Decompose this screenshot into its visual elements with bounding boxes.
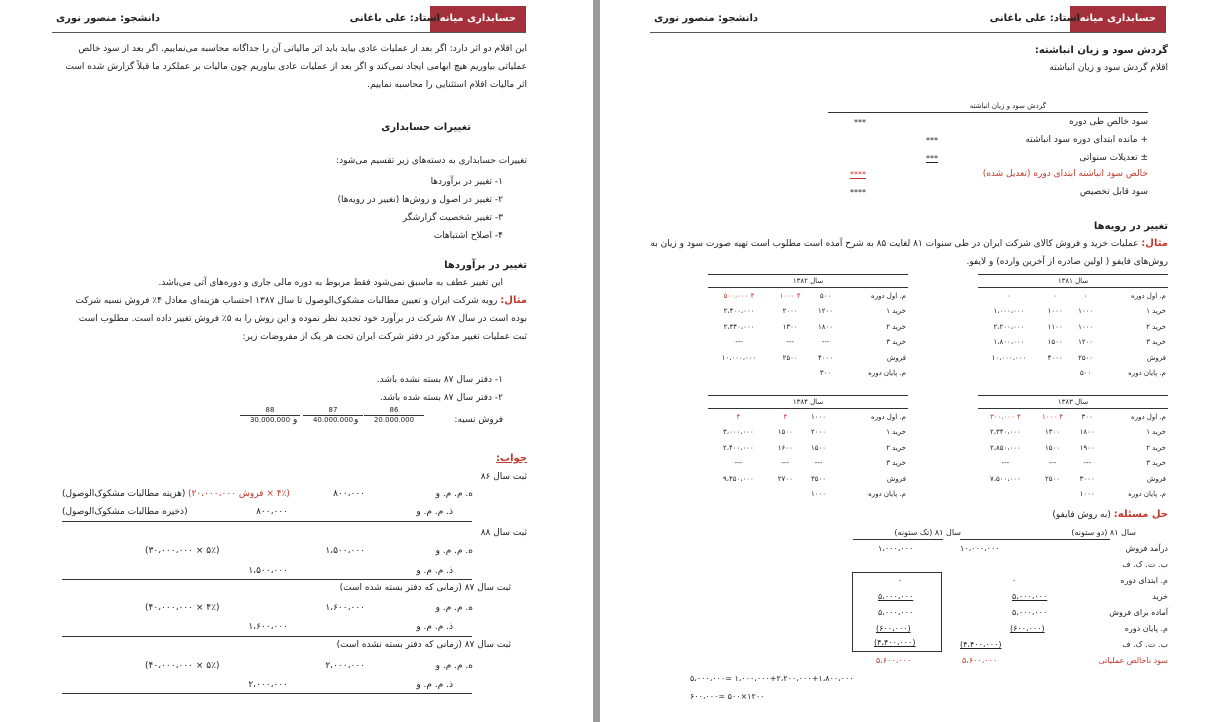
table-cell: ۱،۰۰۰،۰۰۰ <box>993 307 1025 316</box>
table-cell: ۵۰۰ <box>1080 369 1092 378</box>
two-purchase: ۵،۰۰۰،۰۰۰ <box>1012 592 1048 601</box>
table-cell: ۳۰۰ <box>1081 412 1093 421</box>
table-cell: ۱۰۰۰ ۴ <box>779 291 801 300</box>
table-cell: ۴۰۰۰ <box>817 353 834 362</box>
one-ending: (۶۰۰،۰۰۰) <box>876 624 911 633</box>
statement-caption: گردش سود و زیان انباشته <box>969 102 1046 110</box>
row-label: فروش <box>886 353 906 362</box>
table-cell: ۲،۲۰۰،۰۰۰ <box>993 322 1025 331</box>
case-1: ۱- دفتر سال ۸۷ بسته نشده باشد. <box>376 375 503 385</box>
statement-label: + مانده ابتدای دوره سود انباشته <box>1025 135 1148 145</box>
professor-name: استاد: علی باغانی <box>349 13 440 24</box>
journal-amount: ۲،۰۰۰،۰۰۰ <box>248 680 288 690</box>
journal-account: ه. م. م. و <box>435 546 473 556</box>
table-cell: ۱۵۰۰ <box>1047 338 1063 347</box>
journal-account: ذ. م. م. و <box>416 622 453 632</box>
row-label: فروش <box>886 474 906 483</box>
table-cell: ۴۰۰۰ <box>1047 353 1063 362</box>
journal-amount: ۲،۰۰۰،۰۰۰ <box>325 661 365 671</box>
fraction-87: $\frac{87}{40.000.000}$ <box>303 406 363 424</box>
journal-amount: ۸۰۰،۰۰۰ <box>256 507 288 517</box>
rule <box>853 539 943 540</box>
table-cell: ۱۵۰۰ <box>1044 443 1061 452</box>
two-cogs: (۴،۴۰۰،۰۰۰) <box>960 640 1002 649</box>
row-label: خرید ۱ <box>1146 428 1166 437</box>
table-row <box>708 409 908 425</box>
table-row <box>708 304 908 320</box>
table-title: سال ۱۳۸۱ <box>978 275 1168 288</box>
table-cell: ۱۸۰۰ <box>1079 428 1095 437</box>
table-cell: ۱۸۰۰ <box>817 322 834 331</box>
case-2: ۲- دفتر سال ۸۷ بسته شده باشد. <box>379 393 503 403</box>
col-two-heading: سال ۸۱ (دو ستونه) <box>1071 528 1136 537</box>
table-cell: ۱۵۰۰ <box>810 443 827 452</box>
solution-row-label: خرید <box>1152 592 1168 601</box>
table-1382 <box>708 274 908 381</box>
table-cell: ۱۱۰۰ <box>1047 322 1063 331</box>
table-cell: ۵۰۰،۰۰۰ ۴ <box>723 291 755 300</box>
table-cell: --- <box>781 459 790 468</box>
table-row <box>708 456 908 472</box>
one-cogs: (۴،۴۰۰،۰۰۰) <box>874 638 916 647</box>
journal-87-closed-title: ثبت سال ۸۷ (زمانی که دفتر بسته شده است) <box>339 583 511 593</box>
table-cell: ۱۹۰۰ <box>1079 443 1095 452</box>
table-row <box>708 366 908 382</box>
statement-value: **** <box>850 170 866 179</box>
table-cell: ۲۷۰۰ <box>777 474 793 483</box>
row-label: م. پایان دوره <box>1128 369 1166 378</box>
statement-label: خالص سود انباشته ابتدای دوره (تعدیل شده) <box>982 169 1148 179</box>
table-cell <box>1040 366 1071 382</box>
table-title: سال ۱۳۸۲ <box>708 275 908 288</box>
solution-row-label: ب. ت. ک. ف <box>1122 560 1168 569</box>
table-cell: ۱۰۰۰ <box>810 490 827 499</box>
solution-row-label: آماده برای فروش <box>1109 608 1168 617</box>
row-label: م. پایان دوره <box>868 490 906 499</box>
table-cell: ۹،۴۵۰،۰۰۰ <box>722 474 754 483</box>
solution-row-label: ب. ت. ک. ف <box>1122 640 1168 649</box>
table-row <box>978 425 1168 441</box>
journal-amount: ۱،۶۰۰،۰۰۰ <box>325 603 365 613</box>
table-row <box>978 288 1168 304</box>
table-cell: ۳۰۰۰ <box>1079 474 1095 483</box>
table-row <box>978 409 1168 425</box>
professor-name: استاد: علی باغانی <box>989 13 1080 24</box>
and-text: و <box>354 415 359 425</box>
table-cell: ۱۲۰۰ <box>1078 338 1094 347</box>
table-row <box>978 304 1168 320</box>
row-label: م. پایان دوره <box>868 369 906 378</box>
journal-note: (هزینه مطالبات مشکوک‌الوصول) <box>62 489 186 499</box>
example-label: مثال: <box>500 295 527 306</box>
table-cell: ۱۰۰۰ <box>1047 307 1063 316</box>
table-cell: ۳۰۰ <box>819 369 832 378</box>
sales-label: فروش نسیه: <box>454 415 503 425</box>
table-cell: --- <box>1083 459 1091 468</box>
table-cell: ۱۵۰۰ <box>777 428 793 437</box>
example-paragraph <box>63 292 527 346</box>
row-label: خرید ۱ <box>886 428 906 437</box>
journal-87-open-title: ثبت سال ۸۷ (زمانی که دفتر بسته نشده است) <box>336 640 511 650</box>
answer-label: جواب: <box>496 453 527 464</box>
page-right <box>600 0 1226 722</box>
table-cell: ۲۵۰۰ <box>1044 474 1061 483</box>
table-cell: ۱۰۰۰ ۴ <box>1042 412 1064 421</box>
table-cell: ۵۰۰ <box>819 291 832 300</box>
journal-88-title: ثبت سال ۸۸ <box>480 528 527 538</box>
statement-label: ± تعدیلات سنواتی <box>1079 153 1148 163</box>
table-cell: ۲،۴۰۰،۰۰۰ <box>722 443 754 452</box>
changes-item: ۱- تغییر در برآوردها <box>430 177 503 187</box>
row-label: فروش <box>1146 474 1166 483</box>
journal-amount: ۱،۵۰۰،۰۰۰ <box>248 566 288 576</box>
and-text: و <box>293 415 298 425</box>
page-header <box>52 6 526 33</box>
row-label: م. اول دوره <box>1131 291 1166 300</box>
journal-calc: (۵٪ × ۳۰،۰۰۰،۰۰۰) <box>145 546 220 556</box>
row-label: خرید ۲ <box>1146 443 1166 452</box>
statement-rule <box>828 112 1148 113</box>
row-label: خرید ۲ <box>886 322 906 331</box>
journal-account: ه. م. م. و <box>435 661 473 671</box>
table-cell: ۱،۸۰۰،۰۰۰ <box>993 338 1025 347</box>
row-label: خرید ۳ <box>1146 459 1166 468</box>
table-cell <box>978 487 1033 503</box>
table-cell: ۲،۳۴۰،۰۰۰ <box>989 428 1021 437</box>
solution-row-label: درآمد فروش <box>1125 544 1168 553</box>
row-label: م. اول دوره <box>1131 412 1166 421</box>
two-begin: ۰ <box>1012 576 1017 585</box>
table-title: سال ۱۳۸۴ <box>708 396 908 409</box>
page-separator <box>593 0 600 722</box>
solution-sub: (به روش فایفو) <box>1052 510 1111 520</box>
statement-label: سود خالص طی دوره <box>1069 117 1148 127</box>
table-cell: ۱۰،۰۰۰،۰۰۰ <box>991 353 1027 362</box>
divider <box>62 521 472 522</box>
student-name: دانشجو: منصور نوری <box>56 13 161 24</box>
statement-value: *** <box>926 154 938 163</box>
example-text: رویه شرکت ایران و تعیین مطالبات مشکوک‌الوصول تا سال ۱۳۸۷ احتساب هزینه‌ای معادل ۴٪ فروش نسیه شرکت بوده است در سال ۸۷ شرکت در برآورد خود تجدید نظر نموده و این روش را به ۵٪ فروش تغییر داده است. مطلوب است ثبت عملیات تغییر مذکور در دفتر شرکت ایران تحت هر یک از مفروضات زیر: <box>75 296 527 342</box>
divider <box>62 579 472 580</box>
table-cell: ۲۰۰۰ <box>782 307 798 316</box>
row-label: خرید ۱ <box>1146 307 1166 316</box>
table-cell: ۰ <box>1007 291 1011 300</box>
rule <box>960 539 1110 540</box>
table-row <box>978 487 1168 503</box>
table-cell: ۱۰۰۰ <box>1078 307 1094 316</box>
policy-example <box>648 235 1168 271</box>
divider <box>62 693 472 694</box>
table-cell: ۰ <box>1083 291 1088 300</box>
table-row <box>708 425 908 441</box>
journal-note: (ذخیره مطالبات مشکوک‌الوصول) <box>62 507 188 517</box>
table-row <box>708 288 908 304</box>
divider <box>62 636 472 637</box>
journal-note-calc: (۴٪ × فروش ۲۰،۰۰۰،۰۰۰) <box>188 489 290 499</box>
table-cell: ۱۰۰۰ <box>1079 490 1095 499</box>
row-label: م. اول دوره <box>871 412 906 421</box>
table-cell: --- <box>821 338 830 347</box>
statement-label: سود قابل تخصیص <box>1079 187 1148 197</box>
table-row <box>978 335 1168 351</box>
solution-row-label: م. پایان دوره <box>1124 624 1168 633</box>
example-label: مثال: <box>1141 238 1168 249</box>
table-1381 <box>978 274 1168 381</box>
table-cell: --- <box>814 459 823 468</box>
course-tag: حسابداری میانه <box>430 6 526 32</box>
table-cell: --- <box>1048 459 1057 468</box>
table-row <box>978 366 1168 382</box>
table-cell <box>769 487 802 503</box>
solution-profit-label: سود ناخالص عملیاتی <box>1098 656 1168 665</box>
table-cell: ۴ <box>736 412 741 421</box>
two-available: ۵،۰۰۰،۰۰۰ <box>1012 608 1048 617</box>
journal-calc: (۵٪ × ۴۰،۰۰۰،۰۰۰) <box>145 661 220 671</box>
journal-amount: ۱،۵۰۰،۰۰۰ <box>325 546 365 556</box>
table-cell: ۲،۸۵۰،۰۰۰ <box>989 443 1021 452</box>
table-cell: ۰ <box>1053 291 1058 300</box>
table-cell: --- <box>734 459 743 468</box>
two-ending: (۶۰۰،۰۰۰) <box>1010 624 1045 633</box>
course-tag: حسابداری میانه <box>1070 6 1166 32</box>
table-cell: ۱۳۰۰ <box>1044 428 1061 437</box>
estimates-description: این تغییر عطف به ماسبق نمی‌شود فقط مربوط به دوره مالی جاری و دوره‌های آتی می‌باشد. <box>158 278 503 288</box>
journal-account: ذ. م. م. و <box>416 680 453 690</box>
table-cell: --- <box>786 338 794 347</box>
example-text: عملیات خرید و فروش کالای شرکت ایران در طی سنوات ۸۱ لغایت ۸۵ به شرح آمده است مطلوب است تهیه صورت سود و زیان به روش‌های فایفو ( اولین صادره از آخرین وارده) و لایفو. <box>650 239 1168 267</box>
ending-calc: ۱۲۰۰×۵۰۰ =۶۰۰،۰۰۰ <box>690 692 765 701</box>
journal-amount: ۸۰۰،۰۰۰ <box>333 489 365 499</box>
journal-calc: (۴٪ × ۴۰،۰۰۰،۰۰۰) <box>145 603 220 613</box>
table-cell: ۱۶۰۰ <box>777 443 793 452</box>
row-label: خرید ۳ <box>886 459 906 468</box>
estimates-title: تغییر در برآوردها <box>444 260 527 271</box>
table-cell: ۲،۳۴۰،۰۰۰ <box>723 322 755 331</box>
table-cell: ۱۳۰۰ <box>782 322 798 331</box>
page-left <box>0 0 593 722</box>
one-available: ۵،۰۰۰،۰۰۰ <box>878 608 914 617</box>
row-label: خرید ۲ <box>1146 322 1166 331</box>
row-label: فروش <box>1146 353 1166 362</box>
table-1384 <box>708 395 908 502</box>
table-row <box>708 335 908 351</box>
fraction-88: $\frac{88}{30.000.000}$ <box>240 406 300 424</box>
table-cell: ۱۰۰۰ <box>1078 322 1094 331</box>
changes-item: ۳- تغییر شخصیت گزارشگر <box>402 213 503 223</box>
table-row <box>978 350 1168 366</box>
table-row <box>708 471 908 487</box>
table-cell: --- <box>735 338 743 347</box>
table-cell <box>708 366 770 382</box>
retained-title: گردش سود و زیان انباشته: <box>1034 45 1168 56</box>
row-label: م. اول دوره <box>871 291 906 300</box>
table-cell: ۳،۰۰۰،۰۰۰ <box>722 428 754 437</box>
journal-account: ذ. م. م. و <box>416 566 453 576</box>
table-1383 <box>978 395 1168 502</box>
table-cell <box>770 366 810 382</box>
changes-item: ۲- تغییر در اصول و روش‌ها (تغییر در رویه‌ها) <box>337 195 503 205</box>
table-cell: ۲،۴۰۰،۰۰۰ <box>723 307 755 316</box>
purchase-calc: ۱،۰۰۰،۰۰۰+۲،۲۰۰،۰۰۰+۱،۸۰۰،۰۰۰ =۵،۰۰۰،۰۰۰ <box>690 674 854 683</box>
table-title: سال ۱۳۸۳ <box>978 396 1168 409</box>
policy-title: تغییر در رویه‌ها <box>1093 221 1168 232</box>
statement-value: **** <box>850 188 866 197</box>
table-cell <box>708 487 769 503</box>
table-cell: ۲۰۰۰ <box>810 428 827 437</box>
row-label: خرید ۲ <box>886 443 906 452</box>
table-row <box>708 487 908 503</box>
table-cell: ۴ <box>783 412 788 421</box>
row-label: خرید ۳ <box>1146 338 1166 347</box>
table-cell: ۱۰۰۰ <box>810 412 827 421</box>
table-cell: ۱۰،۰۰۰،۰۰۰ <box>721 353 757 362</box>
table-cell: ۲۵۰۰ <box>1078 353 1094 362</box>
journal-amount: ۱،۶۰۰،۰۰۰ <box>248 622 288 632</box>
journal-account: ذ. م. م. و <box>416 507 453 517</box>
one-purchase: ۵،۰۰۰،۰۰۰ <box>878 592 914 601</box>
solution-label: حل مسئله: <box>1113 509 1168 520</box>
changes-title: تغییرات حسابداری <box>381 122 471 133</box>
two-revenue: ۱۰،۰۰۰،۰۰۰ <box>960 544 1000 553</box>
table-row <box>978 471 1168 487</box>
table-cell <box>1033 487 1072 503</box>
solution-heading <box>1052 508 1168 522</box>
table-cell: ۳۵۰۰ <box>810 474 827 483</box>
changes-item: ۴- اصلاح اشتباهات <box>433 231 503 241</box>
student-name: دانشجو: منصور نوری <box>654 13 759 24</box>
table-row <box>978 319 1168 335</box>
two-profit: ۵،۶۰۰،۰۰۰ <box>962 656 998 665</box>
changes-intro: تغییرات حسابداری به دسته‌های زیر تقسیم می‌شود: <box>336 156 527 166</box>
solution-row-label: م. ابتدای دوره <box>1120 576 1168 585</box>
statement-value: *** <box>854 118 866 127</box>
col-one-heading: سال ۸۱ (تک ستونه) <box>894 528 961 537</box>
table-row <box>708 350 908 366</box>
fraction-86: $\frac{86}{20.000.000}$ <box>364 406 424 424</box>
table-row <box>708 440 908 456</box>
row-label: خرید ۳ <box>886 338 906 347</box>
one-begin: ۰ <box>898 576 903 585</box>
one-revenue: ۱،۰۰۰،۰۰۰ <box>878 544 914 553</box>
row-label: م. پایان دوره <box>1128 490 1166 499</box>
row-label: خرید ۱ <box>886 307 906 316</box>
table-cell: ۷،۵۰۰،۰۰۰ <box>989 474 1021 483</box>
table-row <box>978 440 1168 456</box>
table-row <box>708 319 908 335</box>
statement-value: *** <box>926 136 938 145</box>
one-profit: ۵،۶۰۰،۰۰۰ <box>876 656 912 665</box>
table-cell: ۱۲۰۰ <box>817 307 834 316</box>
journal-86-title: ثبت سال ۸۶ <box>480 472 527 482</box>
table-cell: ۲۵۰۰ <box>782 353 798 362</box>
table-cell: --- <box>1001 459 1010 468</box>
table-row <box>978 456 1168 472</box>
intro-paragraph: این اقلام دو اثر دارد: اگر بعد از عملیات عادی بیاید باید اثر مالیاتی آن را جداگانه محاسبه می‌نماییم. اگر بعد از سود خالص عملیاتی بیاوریم هیچ ابهامی ایجاد نمی‌کند و اگر بعد از عملیات عادی بیاوریم چون مالیات بر عملکرد ما قبلاً گزارش شده است اثر مالیات اقلام استثنایی را محاسبه نماییم. <box>65 44 527 90</box>
page-header <box>650 6 1166 33</box>
journal-account: ه. م. م. و <box>435 489 473 499</box>
journal-account: ه. م. م. و <box>435 603 473 613</box>
table-cell: ۳۰۰،۰۰۰ ۴ <box>990 412 1021 421</box>
retained-subtitle: اقلام گردش سود و زیان انباشته <box>1049 63 1168 73</box>
table-cell <box>978 366 1040 382</box>
